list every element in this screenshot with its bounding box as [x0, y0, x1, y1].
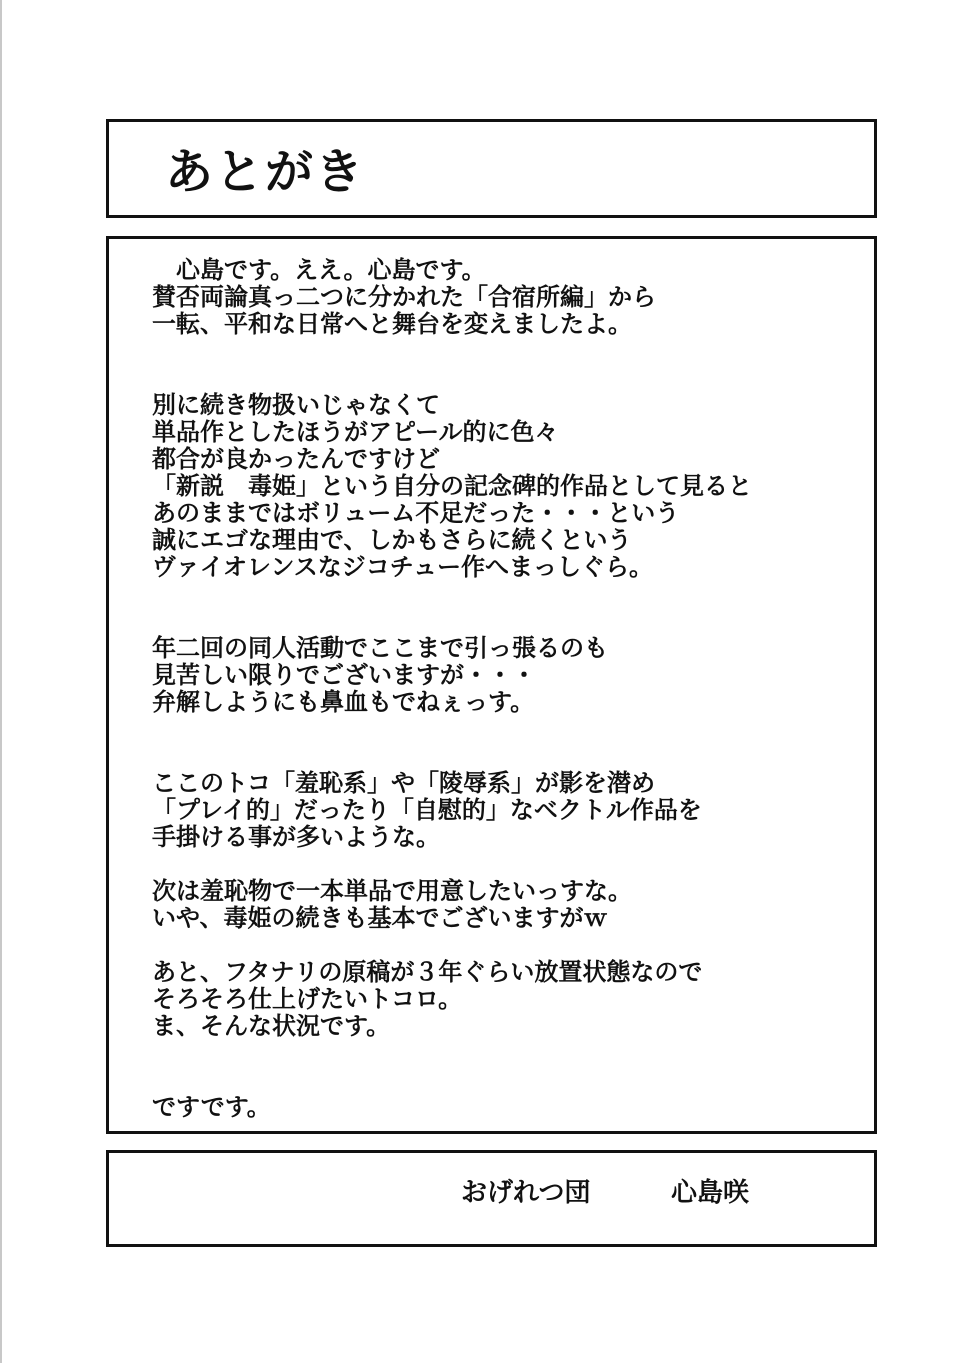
afterword-panel [106, 236, 877, 1134]
page-edge [0, 0, 2, 1363]
text-line: 都合が良かったんですけど [152, 445, 440, 473]
circle-name: おげれつ団 [461, 1178, 591, 1208]
title-panel [106, 119, 877, 218]
text-line: ここのトコ「羞恥系」や「陵辱系」が影を潜め [152, 769, 656, 797]
paragraph-intro [152, 257, 864, 338]
text-line: 見苦しい限りでございますが・・・ [152, 661, 536, 689]
paragraph-next-work [152, 878, 864, 932]
text-line: いや、毒姫の続きも基本でございますがｗ [152, 904, 608, 932]
author-name: 心島咲 [671, 1178, 750, 1208]
paragraph-status [152, 959, 864, 1040]
text-line: 単品作としたほうがアピール的に色々 [152, 418, 559, 446]
text-line: ヴァイオレンスなジコチュー作へまっしぐら。 [152, 553, 653, 581]
text-line: 弁解しようにも鼻血もでねぇっす。 [152, 688, 535, 716]
text-line: あのままではボリューム不足だった・・・という [152, 499, 680, 527]
text-line: そろそろ仕上げたいトコロ。 [152, 985, 463, 1013]
text-line: 誠にエゴな理由で、しかもさらに続くという [152, 526, 632, 554]
paragraph-closing [152, 1094, 864, 1121]
text-line: 一転、平和な日常へと舞台を変えましたよ。 [152, 310, 632, 338]
text-line: ま、そんな状況です。 [152, 1012, 391, 1040]
text-line: あと、フタナリの原稿が３年ぐらい放置状態なので [152, 958, 703, 986]
text-line: 賛否両論真っ二つに分かれた「合宿所編」から [152, 283, 656, 311]
page-title: あとがき [165, 144, 366, 200]
text-line: 「プレイ的」だったり「自慰的」なベクトル作品を [152, 796, 702, 824]
text-line: 次は羞恥物で一本単品で用意したいっすな。 [152, 877, 632, 905]
text-line: 心島です。ええ。心島です。 [152, 256, 486, 284]
text-line: 「新説 毒姫」という自分の記念碑的作品として見ると [152, 472, 752, 500]
afterword-text [152, 257, 864, 1121]
text-line: ですです。 [152, 1093, 271, 1121]
text-line: 別に続き物扱いじゃなくて [152, 391, 440, 419]
paragraph-sequel-reason [152, 392, 864, 581]
paragraph-recent-works [152, 770, 864, 851]
signature-panel [106, 1150, 877, 1247]
text-line: 手掛ける事が多いような。 [152, 823, 440, 851]
paragraph-activity [152, 635, 864, 716]
text-line: 年二回の同人活動でここまで引っ張るのも [152, 634, 608, 662]
